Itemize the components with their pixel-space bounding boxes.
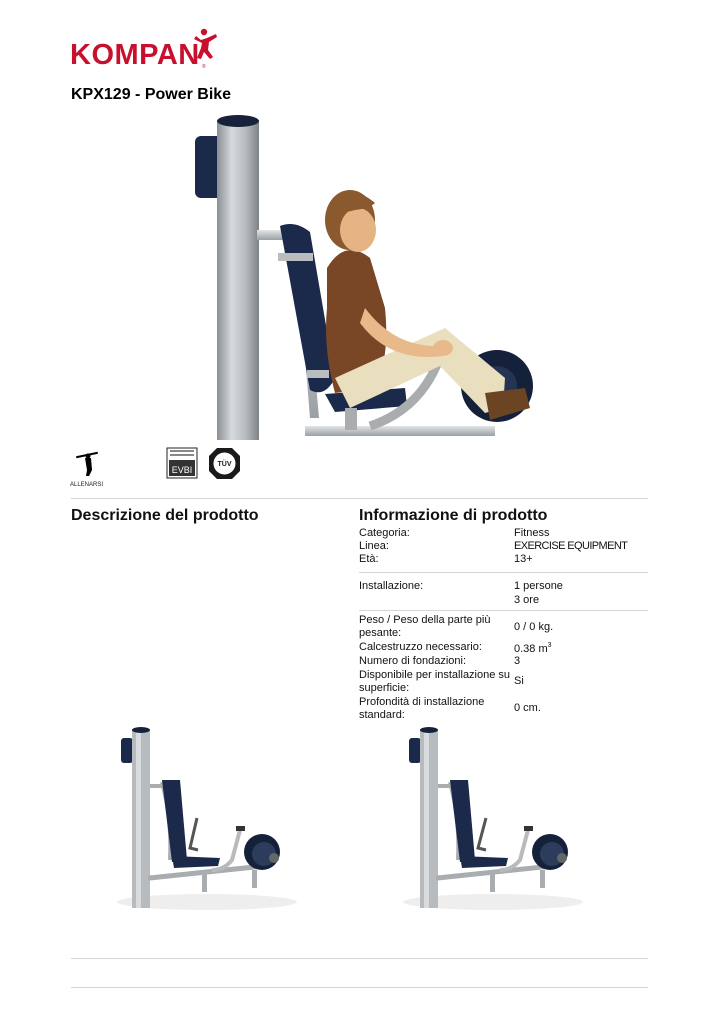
- info-label: Peso / Peso della parte più pesante:: [359, 614, 491, 639]
- info-label: Disponibile per installazione su superficie:: [359, 668, 511, 694]
- logo-text: KOMPAN: [70, 39, 200, 71]
- info-value: 3: [514, 654, 521, 667]
- info-group-installation: [359, 579, 648, 607]
- product-title: KPX129 - Power Bike: [71, 86, 232, 103]
- divider-top: [71, 498, 648, 499]
- info-label: Installazione:: [359, 580, 424, 592]
- info-label: Numero di fondazioni:: [359, 654, 467, 667]
- info-label: Categoria:: [359, 527, 410, 539]
- divider-footer-2: [71, 987, 648, 988]
- info-value: 1 persone: [514, 580, 563, 592]
- divider-info-2: [359, 610, 648, 611]
- certification-badge-icon: [167, 448, 197, 478]
- info-value: 3 ore: [514, 594, 540, 606]
- svg-text:TÜV: TÜV: [217, 461, 232, 468]
- kompan-logo: [70, 26, 230, 74]
- info-value: 0 / 0 kg.: [514, 620, 554, 633]
- description-heading: Descrizione del prodotto: [71, 507, 259, 524]
- product-thumbnail-side: [112, 720, 302, 915]
- training-icon: [76, 452, 98, 476]
- info-group-technical: [359, 614, 648, 722]
- info-label: Calcestruzzo necessario:: [359, 640, 482, 653]
- info-label: Età:: [359, 553, 379, 565]
- icon-caption: ALLENARSI: [70, 482, 104, 488]
- info-row-age: [359, 553, 648, 566]
- info-row-concrete: [359, 640, 648, 654]
- info-row-weight: [359, 614, 648, 640]
- info-row-surface-install: [359, 668, 648, 695]
- product-thumbnail-angle: [398, 720, 588, 915]
- product-hero-image: [185, 108, 545, 440]
- divider-info-1: [359, 572, 648, 573]
- info-heading: Informazione di prodotto: [359, 507, 548, 524]
- info-value-concrete: 0.38 $m^3$: [514, 641, 552, 655]
- info-value: 13+: [514, 553, 533, 565]
- info-label: Linea:: [359, 540, 389, 552]
- info-value: EXERCISE EQUIPMENT: [514, 540, 628, 552]
- info-row-line: [359, 540, 648, 553]
- info-value: Si: [514, 675, 524, 687]
- svg-text:EVBI: EVBI: [171, 465, 193, 475]
- tuv-seal-icon: [209, 448, 240, 479]
- info-value: 0 cm.: [514, 702, 541, 714]
- info-row-installation: [359, 579, 648, 593]
- info-row-installation-time: [359, 593, 648, 607]
- info-group-general: [359, 527, 648, 566]
- divider-footer-1: [71, 958, 648, 959]
- svg-text:®: ®: [202, 64, 206, 70]
- info-row-depth: [359, 695, 648, 722]
- info-value: Fitness: [514, 527, 550, 539]
- info-row-category: [359, 527, 648, 540]
- info-label: Profondità di installazione standard:: [359, 695, 485, 721]
- info-row-foundations: [359, 654, 648, 668]
